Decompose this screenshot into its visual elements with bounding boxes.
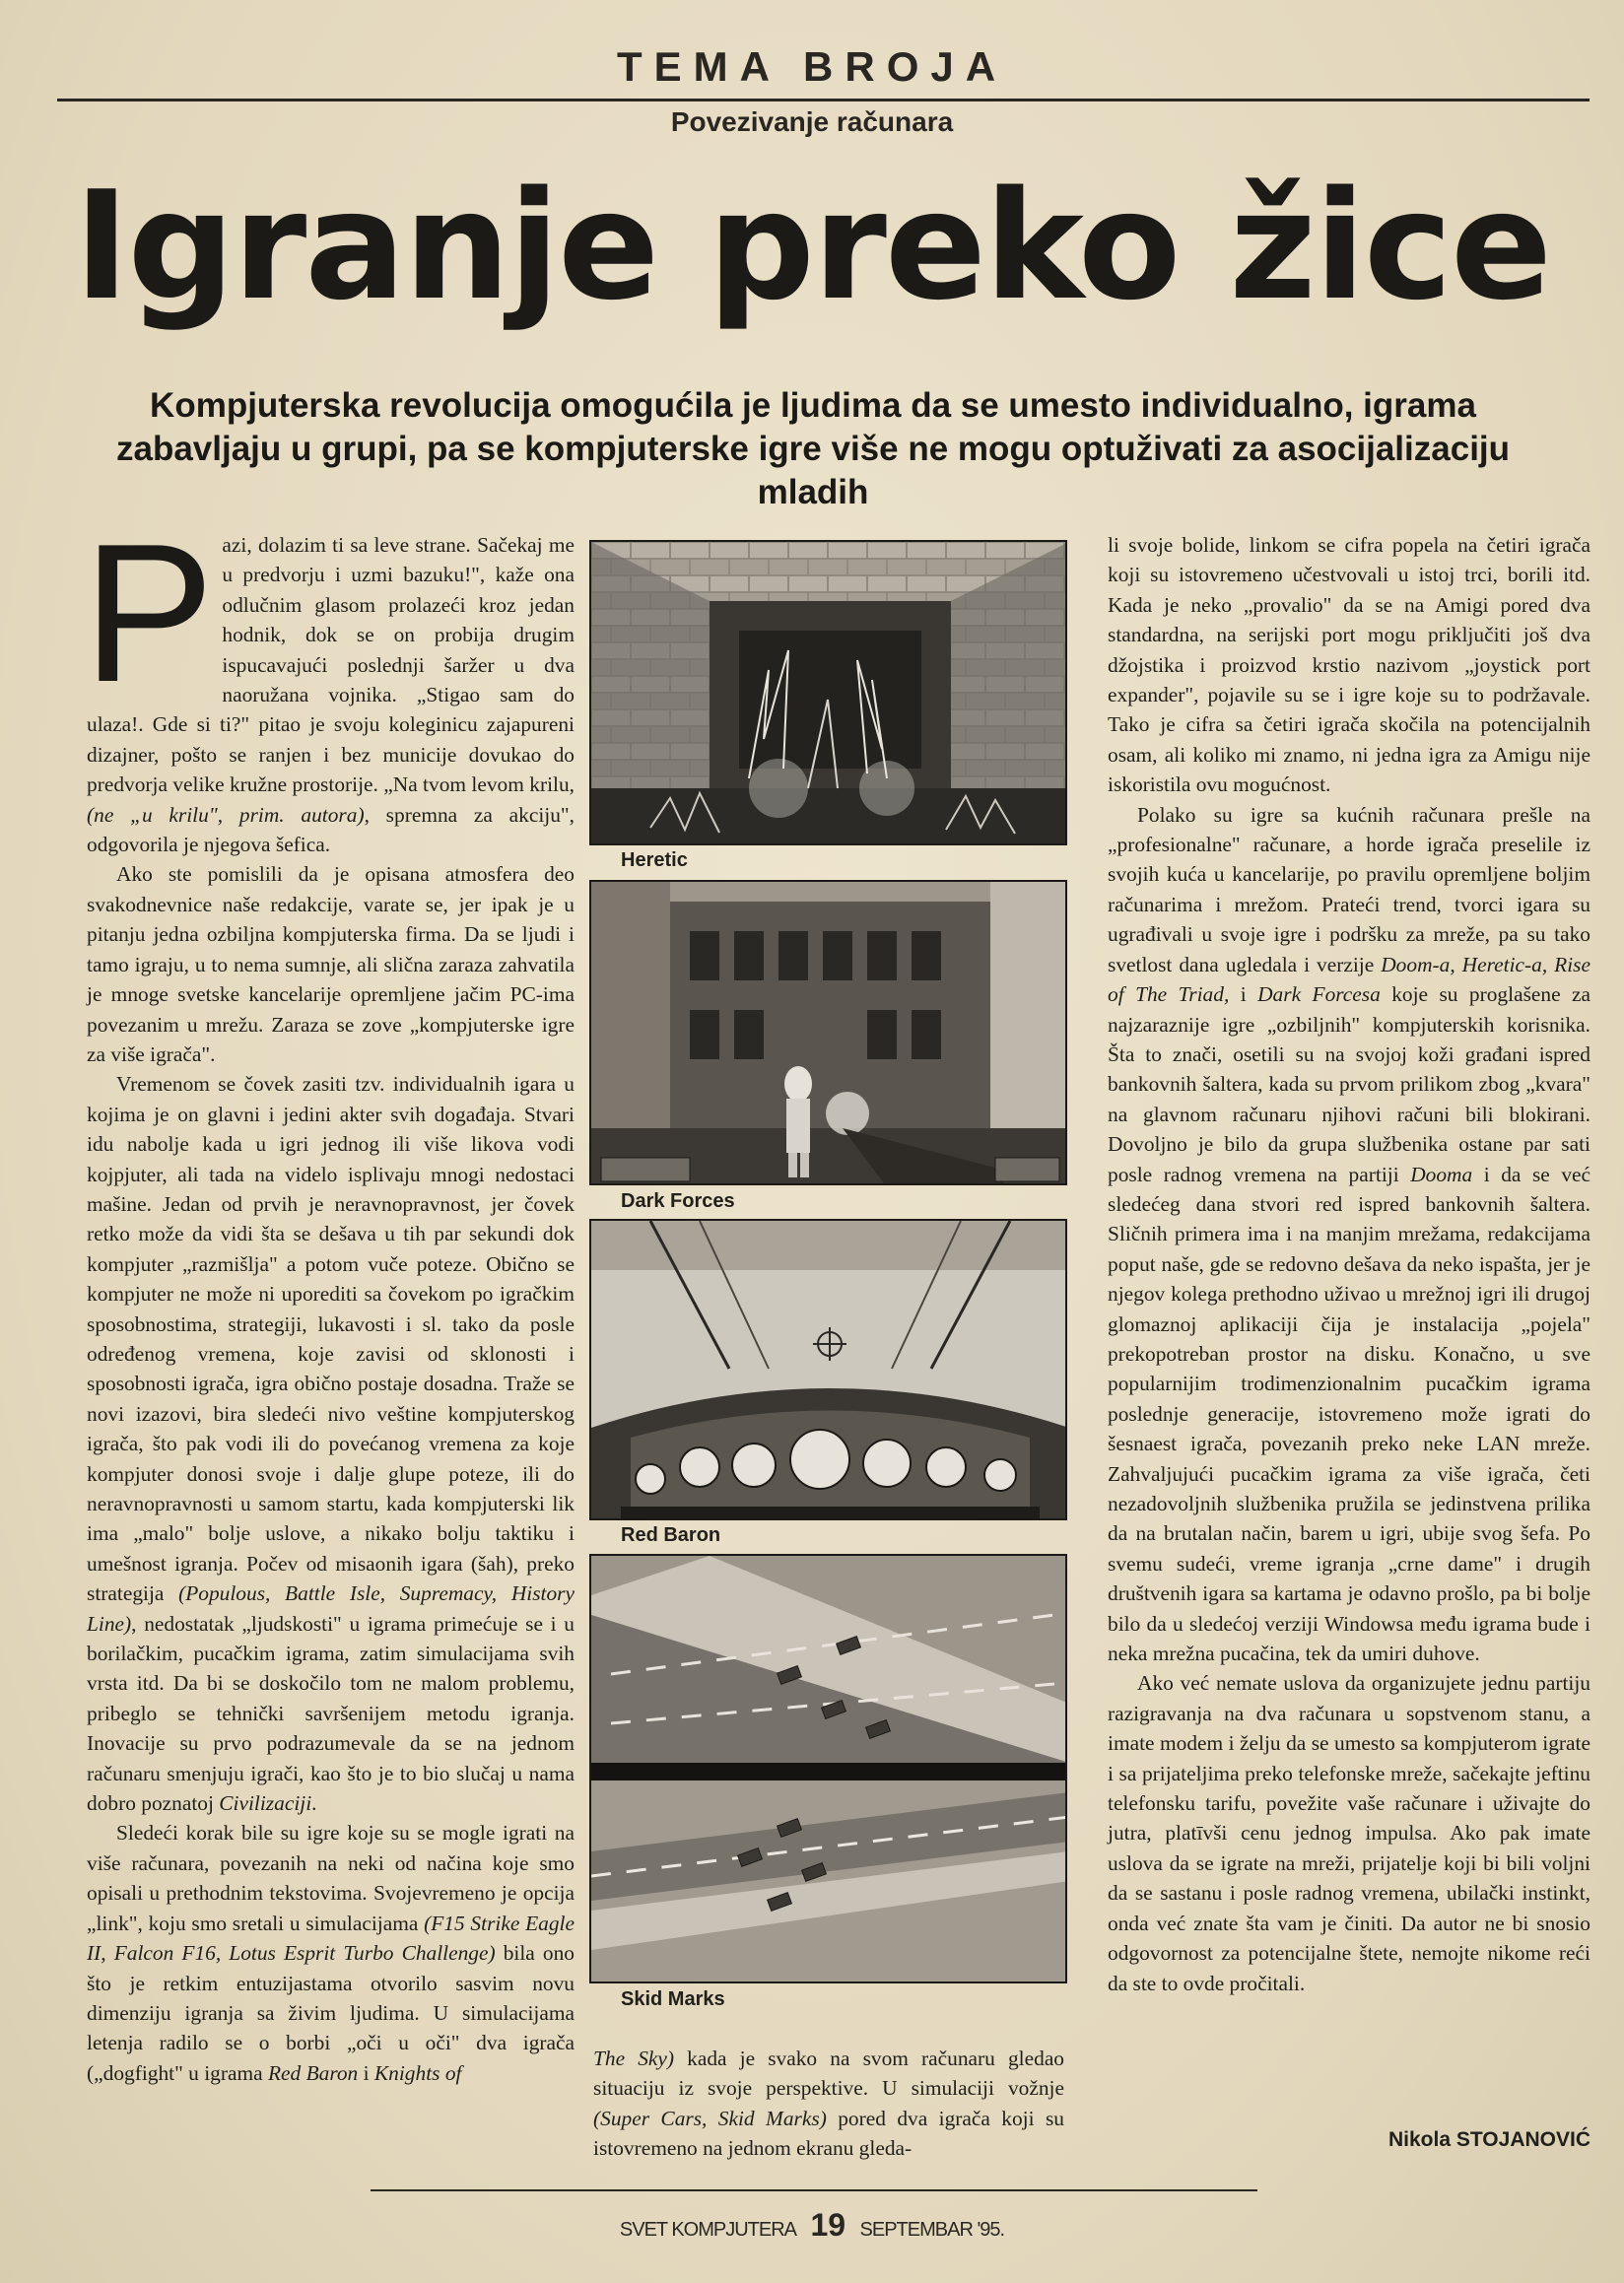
paragraph bbox=[83, 504, 575, 859]
paragraph: li svoje bolide, linkom se cifra popela na četiri igrača koji su istovremeno učestvovali u istoj trci, borili itd. Kada je neko „provalio" da se na Amigi pored dva standardna, na serijski port mogu priključiti još dva džojstika i proizvod krstio nazivom „joystick port expander", pojavile su se i igre koje su to podržavale. Tako je cifra sa četiri igrača skočila na potencijalnih osam, ali koliko mi znamo, ni jedna igra za Amigu nije iskoristila ovu mogućnost. bbox=[1108, 533, 1590, 797]
top-rule bbox=[57, 99, 1590, 101]
text-run: kada je svako na svom računaru gledao situaciju iz svoje perspektive. U simulaciji vožnje bbox=[593, 2047, 1065, 2101]
text-column-2 bbox=[593, 2044, 1064, 2164]
text-run-italic: (Populous, Battle Isle, Supremacy, History Line) bbox=[87, 1581, 575, 1636]
text-run: . bbox=[311, 1791, 317, 1816]
text-run-italic: Doom-a, Heretic-a, Rise of The Triad, bbox=[1108, 952, 1590, 1007]
text-column-1 bbox=[83, 504, 575, 2088]
paragraph: Ako već nemate uslova da organizujete jednu partiju razigravanja na dva računara u sopstvenom stanu, a imate modem i želju da se umesto sa kompjuterom igrate i sa prijateljima preko telefonske mreže, sačekajte jeftinu telefonsku tarifu, povežite vaše računare i uživajte do jutra, platīvši cenu jednog impulsa. Ako pak imate uslova da se igrate na mreži, prijatelje koji bi bili voljni da se sastanu i posle radnog vremena, ubilački instinkt, onda već znate šta vam je činiti. Da autor ne bi snosio odgovornost za potencijalne štete, nemojte nikome reći da ste to ovde pročitali. bbox=[1108, 1671, 1590, 1995]
text-run: Vremenom se čovek zasiti tzv. individualnih igara u kojima je on glavni i jedini akter svih događaja. Stvari idu nabolje kada u igri jednog ili više likova vodi kojpjuter, ali tada na videlo isplivaju mnogi nedostaci mašine. Jedan od prvih je neravnopravnost, jer čovek retko može da vidi šta se dešava u tih par sekundi dok kompjuter „razmišlja" a potom vuče poteze. Obično se kompjuter ne može ni uporediti sa čovekom po igračkim sposobnostima, strategiji, lukavosti i sl. tako da posle određenog vremena, koje zavisi od sklonosti i sposobnosti igrača, igra obično postaje dosadna. Traže se novi izazovi, bira sledeći nivo veštine kompjuterskog igrača, što pak vodi ili do povećanog vremena za koje kompjuter donosi svoje i dalje glupe poteze, ili do neravnopravnosti u samom startu, kada kompjuterski lik ima „malo" bolje uslove, a nikako bolju taktiku i umešnost igranja. Počev od misaonih igara (šah), preko strategija bbox=[87, 1072, 575, 1606]
section-subtitle: Povezivanje računara bbox=[670, 106, 954, 137]
text-run: Sledeći korak bile su igre koje su se mogle igrati na više računara, povezanih na neki od načina koje smo opisali u prethodnim tekstovima. Svojevremeno je opcija „link", koju smo sretali u simulacijama bbox=[87, 1821, 575, 1935]
text-run-italic: (ne „u krilu", prim. autora) bbox=[87, 802, 365, 827]
text-column-3 bbox=[1108, 530, 1590, 1998]
paragraph bbox=[87, 1069, 575, 1818]
text-run: pored dva igrača koji su istovremeno na jednom ekranu gleda- bbox=[593, 2106, 1064, 2161]
text-run: Polako su igre sa kućnih računara prešle na „profesionalne" računare, a horde igrača preselile iz svojih kuća u kancelarije, po pravilu opremljene boljim računarima i mrežom. Prateći trend, tvorci igara su ugrađivali u svoje igre i podršku za mreže, pa su tako svetlost dana ugledala i verzije bbox=[1108, 802, 1590, 976]
paragraph bbox=[87, 1818, 575, 2088]
paragraph bbox=[1108, 800, 1590, 1669]
text-run: koje su proglašene za najzaraznije igre „ozbiljnih" kompjuterskih korisnika. Šta to znači, osetili su na svojoj koži građani ispred bankovnih šaltera, kada su prvom prilikom zbog „kvara" na glavnom računaru njihovi računi bili blokirani. Dovoljno je bilo da grupa službenika ostane par sati posle radnog vremena na partiji bbox=[1108, 982, 1590, 1186]
text-run: , nedostatak „ljudskosti" u igrama primećuje se i u borilačkim, pucačkim igrama, zatim simulacijama svih vrsta itd. Da bi se doskočilo tom ne malom problemu, pribeglo se tehnički savršenijem metodu igranja. Inovacije su prvo podrazumevale da se na jednom računaru smenjuju igrači, kao što je to bio slučaj u nama dobro poznatoj bbox=[87, 1611, 575, 1816]
caption-skid-marks: Skid Marks bbox=[621, 1988, 725, 2010]
caption-dark-forces: Dark Forces bbox=[621, 1190, 735, 1212]
issue-date: SEPTEMBAR '95. bbox=[859, 2219, 1005, 2241]
heretic-screenshot bbox=[589, 540, 1067, 845]
text-run: , spremna za akciju", odgovorila je njegova šefica. bbox=[87, 802, 575, 857]
author-byline: Nikola STOJANOVIĆ bbox=[1388, 2128, 1590, 2151]
text-run: i bbox=[358, 2060, 374, 2085]
paragraph: Ako ste pomislili da je opisana atmosfera deo svakodnevnice naše redakcije, varate se, jer ipak je u pitanju jedna ozbiljna kompjuterska firma. Da se ljudi i tamo igraju, u to nema sumnje, ali slična zaraza zahvatila je mnoge svetske kancelarije opremljene jačim PC-ima povezanim u mrežu. Zaraza se zove „kompjuterske igre za više igrača". bbox=[87, 862, 575, 1066]
caption-heretic: Heretic bbox=[621, 849, 688, 871]
text-run: i bbox=[1229, 982, 1258, 1007]
skid-marks-screenshot-art bbox=[591, 1556, 1067, 1983]
caption-red-baron: Red Baron bbox=[621, 1524, 721, 1546]
page-footer bbox=[0, 2207, 1624, 2244]
text-run-italic: Red Baron bbox=[267, 2060, 359, 2085]
bottom-rule bbox=[371, 2189, 1257, 2191]
red-baron-screenshot bbox=[589, 1219, 1067, 1520]
dark-forces-screenshot-art bbox=[591, 882, 1067, 1185]
section-label: TEMA BROJA bbox=[616, 43, 1008, 90]
text-run-italic: The Sky) bbox=[593, 2047, 675, 2070]
drop-cap: P bbox=[83, 504, 215, 723]
article-deck: Kompjuterska revolucija omogućila je ljudima da se umesto individualno, igrama zabavljaju u grupi, pa se kompjuterske igre više ne mogu optuživati za asocijalizaciju mladih bbox=[115, 386, 1511, 511]
text-run: bila ono što je retkim entuzijastama otvorilo sasvim novu dimenziju igranja sa živim ljudima. U simulacijama letenja radilo se o borbi „oči u oči" dva igrača („dogfight" u igrama bbox=[87, 1941, 575, 2085]
paragraph bbox=[593, 2044, 1064, 2164]
article-headline: Igranje preko žice bbox=[73, 159, 1551, 333]
text-run-italic: Dooma bbox=[1410, 1162, 1473, 1186]
page-number: 19 bbox=[810, 2207, 846, 2243]
text-run-italic: (Super Cars, Skid Marks) bbox=[593, 2106, 827, 2130]
text-run: i da se već sledećeg dana stvori red ispred bankovnih šaltera. Sličnih primera ima i na manjim mrežama, redakcijama poput naše, gde se redovno dešava da neko ispašta, jer je njegov kolega prethodno uživao u mrežnoj igri ili drugoj glomaznoj aplikaciji čija je instalacija „pojela" prekopotreban prostor na disku. Konačno, u sve popularnijim trodimenzionalnim pucačkim igrama poslednje generacije, istovremeno može igrati do šesnaest igrača, povezanih preko neke LAN mreže. Zahvaljujući pucačkim igrama za više igrača, četi nezadovoljnih službenika pružila se jedinstvena prilika da na brutalan način, barem u igri, ubije svog šefa. Po svemu sudeći, vreme igranja „crne dame" i drugih društvenih igara sa kartama je odavno prošlo, pa bi bolje bilo da u sledećoj verziji Windowsa među igrama bude i neka mrežna pucačina, tek da umiri duhove. bbox=[1108, 1162, 1591, 1666]
skid-marks-screenshot bbox=[589, 1554, 1067, 1983]
text-run-italic: Dark Forcesa bbox=[1257, 982, 1381, 1007]
red-baron-screenshot-art bbox=[591, 1221, 1067, 1520]
magazine-name: SVET KOMPJUTERA bbox=[619, 2219, 797, 2241]
text-run-italic: Knights of bbox=[373, 2060, 462, 2085]
text-run-italic: Civilizaciji bbox=[219, 1791, 312, 1816]
text-run-italic: (F15 Strike Eagle II, Falcon F16, Lotus Esprit Turbo Challenge) bbox=[87, 1911, 575, 1966]
text-run: azi, dolazim ti sa leve strane. Sačekaj me u predvorju i uzmi bazuku!", kaže ona odlučnim glasom prolazeći kroz jedan hodnik, dok se on probija drugim ispucavajući poslednji šaržer u dva naoružana vojnika. „Stigao sam do ulaza!. Gde si ti?" pitao je svoju koleginicu zajapureni dizajner, pošto se ranjen i bez municije dovukao do predvorja velike kružne prostorije. „Na tvom levom krilu, bbox=[87, 533, 575, 797]
heretic-screenshot-art bbox=[591, 542, 1067, 845]
dark-forces-screenshot bbox=[589, 880, 1067, 1185]
